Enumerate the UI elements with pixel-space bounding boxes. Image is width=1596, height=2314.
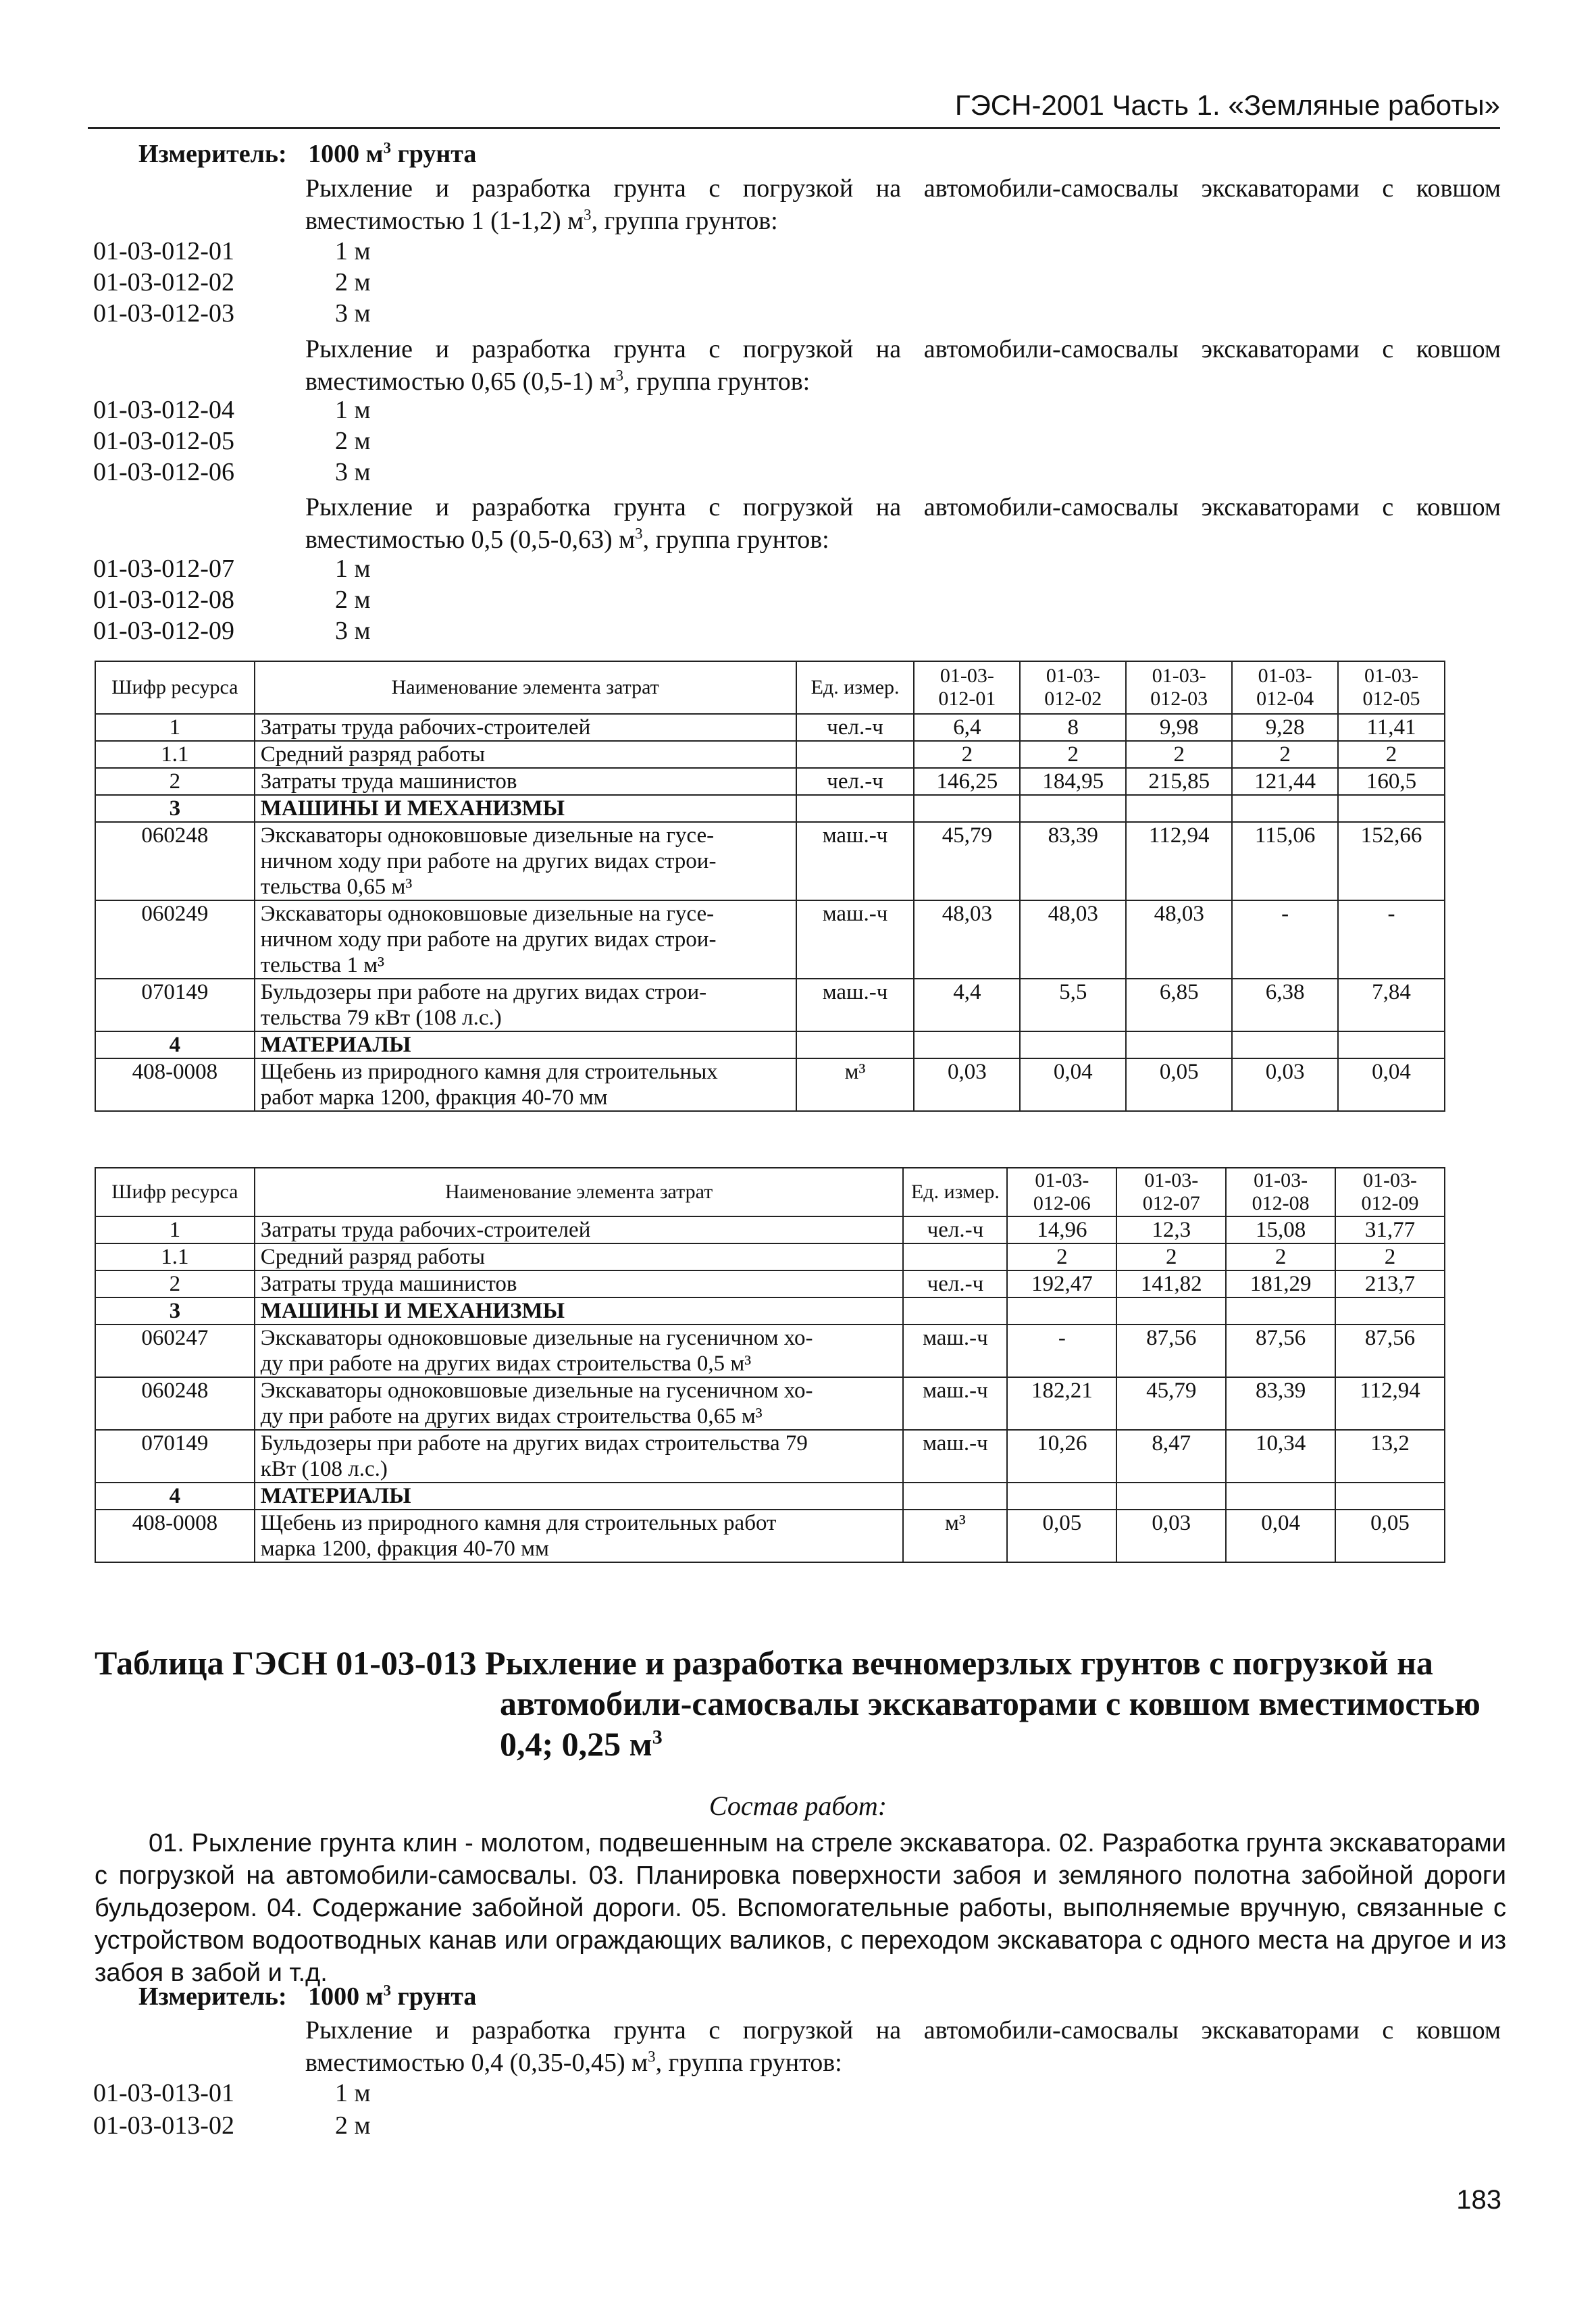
work-composition-heading: Состав работ:: [709, 1791, 887, 1821]
cell-value: 4,4: [914, 979, 1020, 1031]
cell-value: 181,29: [1226, 1270, 1335, 1297]
group-2-desc-tail: , группа грунтов:: [623, 367, 810, 396]
cell-name: [255, 1216, 904, 1243]
cell-value: 2: [1116, 1243, 1226, 1270]
cell-unit: [796, 1031, 915, 1058]
cell-name: [255, 795, 796, 822]
cell-name: [255, 1510, 904, 1562]
cell-unit: чел.-ч: [796, 768, 915, 795]
cell-value: 11,41: [1338, 714, 1445, 741]
cell-value: 115,06: [1232, 822, 1338, 900]
cell-code: 1: [95, 1216, 255, 1243]
group-1-description: [305, 172, 1501, 237]
header-code: Шифр ресурса: [95, 1168, 255, 1216]
cell-value: 213,7: [1335, 1270, 1445, 1297]
cell-name-line: Экскаваторы одноковшовые дизельные на гусеничном хо-: [260, 1379, 813, 1403]
measure-line-1: [138, 138, 476, 170]
cell-unit: м³: [796, 1058, 915, 1111]
cell-value: [1007, 1297, 1116, 1325]
cell-value: 87,56: [1116, 1325, 1226, 1377]
cell-value: 0,03: [1116, 1510, 1226, 1562]
header-col: 01-03- 012-02: [1020, 661, 1126, 714]
cell-name: [255, 822, 796, 900]
cell-value: 87,56: [1335, 1325, 1445, 1377]
cell-value: 31,77: [1335, 1216, 1445, 1243]
cell-value: 0,04: [1020, 1058, 1126, 1111]
cell-value: 6,38: [1232, 979, 1338, 1031]
cell-name-line: марка 1200, фракция 40-70 мм: [260, 1537, 549, 1561]
header-col: 01-03- 012-01: [914, 661, 1020, 714]
unit-item: 1 м: [335, 237, 371, 265]
cell-code: 3: [95, 795, 255, 822]
cell-value: 12,3: [1116, 1216, 1226, 1243]
code-item: 01-03-012-04: [93, 396, 234, 424]
cell-unit: [796, 741, 915, 768]
cell-code: 1: [95, 714, 255, 741]
cell-value: [1226, 1297, 1335, 1325]
cell-value: 7,84: [1338, 979, 1445, 1031]
unit-item: 1 м: [335, 396, 371, 424]
cell-value: [1338, 1031, 1445, 1058]
measure-sup: 3: [383, 139, 391, 157]
cell-code: 2: [95, 1270, 255, 1297]
cell-name: [255, 979, 796, 1031]
measure-value: 1000 м: [308, 1982, 384, 2011]
header-unit: Ед. измер.: [796, 661, 915, 714]
cell-name-line: МАТЕРИАЛЫ: [260, 1033, 411, 1057]
table-row: [95, 979, 1445, 1031]
cell-unit: чел.-ч: [903, 1270, 1007, 1297]
table-row: [95, 1243, 1445, 1270]
cell-value: 6,85: [1126, 979, 1232, 1031]
cell-unit: маш.-ч: [796, 979, 915, 1031]
cell-name-line: тельства 1 м³: [260, 953, 384, 977]
header-col: 01-03- 012-05: [1338, 661, 1445, 714]
cell-code: 060248: [95, 1377, 255, 1430]
cell-value: 45,79: [914, 822, 1020, 900]
cell-unit: маш.-ч: [796, 900, 915, 979]
cell-value: 182,21: [1007, 1377, 1116, 1430]
cell-value: 10,26: [1007, 1430, 1116, 1483]
cell-value: [1335, 1297, 1445, 1325]
cell-name-line: Экскаваторы одноковшовые дизельные на гусеничном хо-: [260, 1326, 813, 1350]
cell-value: [1116, 1297, 1226, 1325]
cell-value: 10,34: [1226, 1430, 1335, 1483]
unit-item: 2 м: [335, 427, 371, 455]
table-row: [95, 1058, 1445, 1111]
cell-name-line: Затраты труда машинистов: [260, 769, 517, 794]
cell-value: [1126, 795, 1232, 822]
cell-code: 1.1: [95, 741, 255, 768]
group-1-desc-tail: , группа грунтов:: [591, 207, 778, 235]
cell-value: 48,03: [914, 900, 1020, 979]
code-item: 01-03-012-05: [93, 427, 234, 455]
cell-name: [255, 1430, 904, 1483]
group-3-desc-text: Рыхление и разработка грунта с погрузкой на автомобили-самосвалы экскаваторами с ковшом вместимостью 0,5 (0,5-0,63) м: [305, 493, 1501, 554]
cell-name-line: МАШИНЫ И МЕХАНИЗМЫ: [260, 1299, 565, 1323]
cell-code: 060248: [95, 822, 255, 900]
running-header: [88, 89, 1500, 129]
cell-code: 3: [95, 1297, 255, 1325]
header-name: Наименование элемента затрат: [255, 1168, 904, 1216]
unit-item: 3 м: [335, 617, 371, 645]
cell-unit: чел.-ч: [796, 714, 915, 741]
cell-value: 2: [1020, 741, 1126, 768]
cell-value: 146,25: [914, 768, 1020, 795]
cell-name: [255, 1058, 796, 1111]
cell-value: 184,95: [1020, 768, 1126, 795]
cell-name-line: Бульдозеры при работе на других видах строи-: [260, 980, 707, 1004]
unit-item: 3 м: [335, 458, 371, 486]
group-2-description: [305, 333, 1501, 398]
cell-name-line: тельства 0,65 м³: [260, 875, 413, 899]
group-2-desc-text: Рыхление и разработка грунта с погрузкой на автомобили-самосвалы экскаваторами с ковшом вместимостью 0,65 (0,5-1) м: [305, 335, 1501, 396]
page-number: 183: [1456, 2185, 1501, 2215]
cell-value: [1126, 1031, 1232, 1058]
cell-value: 8: [1020, 714, 1126, 741]
unit-item: 1 м: [335, 2079, 371, 2107]
code-item: 01-03-012-07: [93, 555, 234, 583]
cell-value: 14,96: [1007, 1216, 1116, 1243]
cell-unit: маш.-ч: [903, 1325, 1007, 1377]
cell-unit: [903, 1297, 1007, 1325]
cell-name: [255, 714, 796, 741]
cell-value: [1232, 1031, 1338, 1058]
cell-name-line: Экскаваторы одноковшовые дизельные на гусе-: [260, 823, 715, 848]
cell-name-line: Средний разряд работы: [260, 742, 485, 767]
measure-tail: грунта: [390, 140, 477, 168]
code-item: 01-03-012-03: [93, 299, 234, 328]
cell-unit: [903, 1483, 1007, 1510]
cell-name: [255, 1270, 904, 1297]
cell-value: 112,94: [1335, 1377, 1445, 1430]
header-col: 01-03- 012-04: [1232, 661, 1338, 714]
table-row: [95, 1377, 1445, 1430]
section2-description: Рыхление и разработка грунта с погрузкой на автомобили-самосвалы экскаваторами с ковшом вместимостью 0,4 (0,35-0,45) $м^3$, группа грунтов:: [305, 2016, 1501, 2077]
cell-value: [1020, 795, 1126, 822]
cell-value: -: [1338, 900, 1445, 979]
table-row: [95, 714, 1445, 741]
unit-item: 2 м: [335, 268, 371, 297]
cell-name: [255, 1297, 904, 1325]
header-unit: Ед. измер.: [903, 1168, 1007, 1216]
cell-name: [255, 768, 796, 795]
header-name: Наименование элемента затрат: [255, 661, 796, 714]
cell-name-line: Экскаваторы одноковшовые дизельные на гусе-: [260, 902, 715, 926]
cell-name: [255, 1031, 796, 1058]
cell-unit: маш.-ч: [796, 822, 915, 900]
cell-unit: [903, 1243, 1007, 1270]
cell-unit: маш.-ч: [903, 1430, 1007, 1483]
header-col: 01-03- 012-03: [1126, 661, 1232, 714]
table-row: [95, 1325, 1445, 1377]
cell-value: 141,82: [1116, 1270, 1226, 1297]
cell-code: 2: [95, 768, 255, 795]
title-line-1: Таблица ГЭСН 01-03-013 Рыхление и разработка вечномерзлых грунтов с погрузкой на: [95, 1644, 1433, 1682]
cell-value: 48,03: [1126, 900, 1232, 979]
cell-value: 2: [1338, 741, 1445, 768]
measure-tail: грунта: [390, 1982, 477, 2011]
group-1-desc-sup: 3: [584, 206, 592, 224]
cell-name-line: кВт (108 л.с.): [260, 1457, 388, 1481]
cell-code: 4: [95, 1031, 255, 1058]
cell-value: 121,44: [1232, 768, 1338, 795]
cell-name-line: ду при работе на других видах строительства 0,5 м³: [260, 1352, 752, 1376]
cell-name-line: Затраты труда рабочих-строителей: [260, 715, 591, 740]
cell-code: 060247: [95, 1325, 255, 1377]
cell-name-line: Щебень из природного камня для строительных: [260, 1060, 718, 1084]
cell-value: [1232, 795, 1338, 822]
cell-value: 83,39: [1020, 822, 1126, 900]
cell-name-line: работ марка 1200, фракция 40-70 мм: [260, 1085, 608, 1110]
cell-value: 0,04: [1338, 1058, 1445, 1111]
cell-value: 9,28: [1232, 714, 1338, 741]
cell-value: 160,5: [1338, 768, 1445, 795]
cell-name: [255, 1325, 904, 1377]
section-row: [95, 1483, 1445, 1510]
measure-value: 1000 м: [308, 140, 384, 168]
table-row: [95, 1270, 1445, 1297]
cell-value: 0,05: [1126, 1058, 1232, 1111]
measure-line-2: [138, 1981, 476, 2012]
cell-value: [1116, 1483, 1226, 1510]
header-col: 01-03- 012-07: [1116, 1168, 1226, 1216]
cell-value: 0,03: [1232, 1058, 1338, 1111]
header-col: 01-03- 012-06: [1007, 1168, 1116, 1216]
table-row: [95, 1216, 1445, 1243]
cell-value: 0,05: [1007, 1510, 1116, 1562]
cell-value: 6,4: [914, 714, 1020, 741]
unit-item: 1 м: [335, 555, 371, 583]
unit-item: 3 м: [335, 299, 371, 328]
resource-table-1: [95, 661, 1445, 1112]
cell-value: 112,94: [1126, 822, 1232, 900]
cell-code: 4: [95, 1483, 255, 1510]
running-title: ГЭСН-2001 Часть 1. «Земляные работы»: [954, 89, 1500, 121]
cell-value: 152,66: [1338, 822, 1445, 900]
cell-name: [255, 1377, 904, 1430]
unit-item: 2 м: [335, 2111, 371, 2140]
cell-value: [914, 795, 1020, 822]
cell-value: 5,5: [1020, 979, 1126, 1031]
cell-value: 2: [1232, 741, 1338, 768]
cell-value: 83,39: [1226, 1377, 1335, 1430]
cell-value: 0,04: [1226, 1510, 1335, 1562]
section-title: [95, 1643, 1506, 1764]
cell-name-line: Щебень из природного камня для строительных работ: [260, 1511, 777, 1535]
cell-value: 2: [1226, 1243, 1335, 1270]
cell-value: 48,03: [1020, 900, 1126, 979]
work-composition-paragraph: 01. Рыхление грунта клин - молотом, подвешенным на стреле экскаватора. 02. Разработка грунта экскаваторами с погрузкой на автомобили-самосвалы. 03. Планировка поверхности забоя и земляного полотна забойной дороги бульдозером. 04. Содержание забойной дороги. 05. Вспомогательные работы, выполняемые вручную, связанные с устройством водоотводных канав или ограждающих валиков, с переходом экскаватора с одного места на другое и из забоя в забой и т.д.: [95, 1829, 1506, 1987]
cell-value: 15,08: [1226, 1216, 1335, 1243]
cell-value: 8,47: [1116, 1430, 1226, 1483]
group-3-desc-sup: 3: [635, 525, 643, 542]
title-line-3: 0,4; 0,25 $м^3$: [500, 1725, 663, 1763]
cell-unit: м³: [903, 1510, 1007, 1562]
cell-code: 1.1: [95, 1243, 255, 1270]
cell-value: [1020, 1031, 1126, 1058]
cell-value: 215,85: [1126, 768, 1232, 795]
cell-value: 0,03: [914, 1058, 1020, 1111]
title-line-2: автомобили-самосвалы экскаваторами с ковшом вместимостью: [500, 1685, 1481, 1722]
section-row: [95, 1031, 1445, 1058]
cell-code: 070149: [95, 1430, 255, 1483]
code-item: 01-03-012-08: [93, 586, 234, 614]
cell-value: 192,47: [1007, 1270, 1116, 1297]
cell-name-line: ду при работе на других видах строительства 0,65 м³: [260, 1404, 763, 1429]
measure-label: Измеритель:: [138, 1982, 287, 2011]
group-3-desc-tail: , группа грунтов:: [642, 525, 829, 554]
cell-name-line: Затраты труда машинистов: [260, 1272, 517, 1296]
cell-name-line: Средний разряд работы: [260, 1245, 486, 1269]
section-row: [95, 1297, 1445, 1325]
group-3-description: [305, 491, 1501, 556]
cell-value: 2: [1335, 1243, 1445, 1270]
code-item: 01-03-012-01: [93, 237, 234, 265]
cell-value: 0,05: [1335, 1510, 1445, 1562]
cell-code: 070149: [95, 979, 255, 1031]
table-row: [95, 822, 1445, 900]
table-row: [95, 741, 1445, 768]
cell-value: 2: [914, 741, 1020, 768]
cell-name: [255, 1483, 904, 1510]
code-item: 01-03-013-01: [93, 2079, 234, 2107]
cell-value: [1335, 1483, 1445, 1510]
cell-name-line: тельства 79 кВт (108 л.с.): [260, 1006, 502, 1030]
cell-value: 2: [1126, 741, 1232, 768]
table-row: [95, 1430, 1445, 1483]
header-col: 01-03- 012-08: [1226, 1168, 1335, 1216]
header-col: 01-03- 012-09: [1335, 1168, 1445, 1216]
cell-unit: чел.-ч: [903, 1216, 1007, 1243]
cell-value: -: [1007, 1325, 1116, 1377]
cell-name-line: ничном ходу при работе на других видах строи-: [260, 849, 717, 873]
table-row: [95, 1510, 1445, 1562]
code-item: 01-03-013-02: [93, 2111, 234, 2140]
cell-code: 408-0008: [95, 1510, 255, 1562]
header-code: Шифр ресурса: [95, 661, 255, 714]
cell-code: 408-0008: [95, 1058, 255, 1111]
cell-value: 45,79: [1116, 1377, 1226, 1430]
cell-name-line: МАТЕРИАЛЫ: [260, 1484, 411, 1508]
cell-name: [255, 900, 796, 979]
cell-value: 2: [1007, 1243, 1116, 1270]
section-row: [95, 795, 1445, 822]
measure-sup: 3: [383, 1982, 391, 1999]
code-item: 01-03-012-09: [93, 617, 234, 645]
measure-label: Измеритель:: [138, 140, 287, 168]
cell-value: 87,56: [1226, 1325, 1335, 1377]
cell-name-line: ничном ходу при работе на других видах строи-: [260, 927, 717, 952]
unit-item: 2 м: [335, 586, 371, 614]
code-item: 01-03-012-06: [93, 458, 234, 486]
code-item: 01-03-012-02: [93, 268, 234, 297]
cell-name-line: Затраты труда рабочих-строителей: [260, 1218, 591, 1242]
cell-value: 9,98: [1126, 714, 1232, 741]
cell-name: [255, 1243, 904, 1270]
cell-name-line: МАШИНЫ И МЕХАНИЗМЫ: [260, 796, 565, 821]
cell-value: 13,2: [1335, 1430, 1445, 1483]
group-2-desc-sup: 3: [615, 367, 624, 384]
cell-value: [1007, 1483, 1116, 1510]
cell-value: [914, 1031, 1020, 1058]
group-1-desc-text: Рыхление и разработка грунта с погрузкой на автомобили-самосвалы экскаваторами с ковшом вместимостью 1 (1-1,2) м: [305, 174, 1501, 235]
cell-unit: [796, 795, 915, 822]
table-row: [95, 900, 1445, 979]
cell-unit: маш.-ч: [903, 1377, 1007, 1430]
cell-code: 060249: [95, 900, 255, 979]
cell-value: [1338, 795, 1445, 822]
cell-name: [255, 741, 796, 768]
cell-name-line: Бульдозеры при работе на других видах строительства 79: [260, 1431, 808, 1456]
resource-table-2: [95, 1167, 1445, 1563]
cell-value: [1226, 1483, 1335, 1510]
table-row: [95, 768, 1445, 795]
cell-value: -: [1232, 900, 1338, 979]
